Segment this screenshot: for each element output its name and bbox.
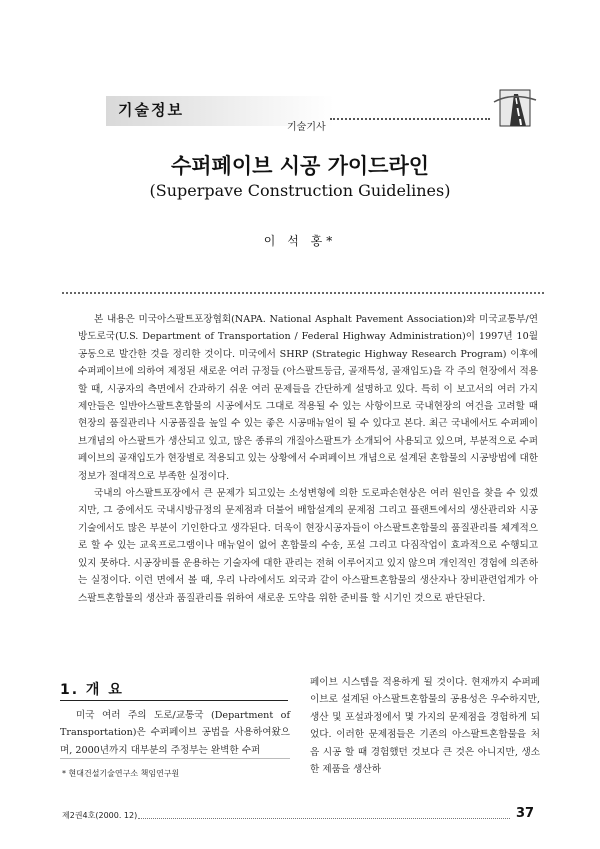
section-label: 기술정보 (118, 101, 184, 119)
title-dotted-rule (62, 292, 544, 294)
footnote-rule (60, 758, 290, 759)
right-column (310, 674, 540, 778)
article-title: 수퍼페이브 시공 가이드라인 (170, 154, 430, 178)
right-column-text: 페이브 시스템을 적용하게 될 것이다. 현재까지 수퍼페이브로 설계된 아스팔트혼합물의 공용성은 우수하지만, 생산 및 포설과정에서 몇 가지의 문제점을 경험하게 되었다. 이러한 문제점들은 기존의 아스팔트혼합물을 처음 시공 할 때 경험했던 것보다 큰 것은 아니지만, 생소한 제품을 생산하 (310, 677, 540, 776)
abstract (78, 311, 538, 607)
section-heading: 1. 개 요 (60, 682, 124, 698)
page-number: 37 (516, 806, 535, 821)
abstract-paragraph: 국내의 아스팔트포장에서 큰 문제가 되고있는 소성변형에 의한 도로파손현상은 여러 원인을 찾을 수 있겠지만, 그 중에서도 국내시방규정의 문제점과 더불어 배합설계의 문제점 그리고 플랜트에서의 생산관리와 시공기술에서도 많은 부분이 기인한다고 생각된다. 더욱이 현장시공자들이 아스팔트혼합물의 품질관리를 체계적으로 할 수 있는 교육프로그램이나 매뉴얼이 없어 혼합물의 수송, 포설 그리고 다짐작업이 효과적으로 수행되고 있지 못하다. 시공장비를 운용하는 기술자에 대한 관리는 전혀 이루어지고 있지 않으며 개인적인 경험에 의존하는 실정이다. 이런 면에서 볼 때, 우리 나라에서도 외국과 같이 아스팔트혼합물의 생산자나 장비관련업계가 아스팔트혼합물의 생산과 품질관리를 위하여 새로운 도약을 위한 준비를 할 시기인 것으로 판단된다. (78, 488, 538, 604)
left-column-text: 미국 여러 주의 도로/교통국 (Department of Transportation)은 수퍼페이브 공법을 사용하여왔으며, 2000년까지 대부분의 주정부는 완벽한 수퍼 (60, 710, 290, 756)
issue-info: 제2권4호(2000. 12) (62, 811, 138, 820)
article-subtitle: (Superpave Construction Guidelines) (149, 181, 451, 200)
header-dotted-rule (330, 118, 490, 120)
footer-dotted-rule (138, 818, 510, 819)
left-column (60, 707, 290, 759)
road-icon (492, 88, 538, 128)
article-author: 이 석 홍* (263, 234, 337, 248)
abstract-paragraph: 본 내용은 미국아스팔트포장협회(NAPA. National Asphalt Pavement Association)와 미국교통부/연방도로국(U.S. Department of Transportation / Federal Highway Administration)이 1997년 10월 공동으로 발간한 것을 정리한 것이다. 미국에서 SHRP (Strategic Highway Research Program) 이후에 수퍼페이브에 의하여 제정된 새로운 여러 규정들 (아스팔트등급, 골재특성, 골재입도)을 각 주의 현장에서 적용할 때, 시공자의 측면에서 간과하기 쉬운 여러 문제들을 간단하게 설명하고 있다. 특히 이 보고서의 여러 가지 제안들은 일반아스팔트혼합물의 시공에서도 그대로 적용될 수 있는 사항이므로 국내현장의 여건을 고려할 때 현장의 품질관리나 시공품질을 높일 수 있는 좋은 시공매뉴얼이 될 수 있다고 본다. 최근 국내에서도 수퍼페이브개념의 아스팔트가 생산되고 있고, 많은 종류의 개질아스팔트가 소개되어 사용되고 있으며, 부분적으로 수퍼페이브의 골재입도가 현장별로 적용되고 있는 상황에서 수퍼페이브 개념으로 설계된 혼합물의 시공방법에 대한 정보가 절대적으로 부족한 실정이다. (78, 314, 538, 482)
section-heading-rule (60, 700, 288, 701)
footnote: * 현대건설기술연구소 책임연구원 (62, 769, 180, 778)
category-label: 기술기사 (287, 122, 326, 133)
